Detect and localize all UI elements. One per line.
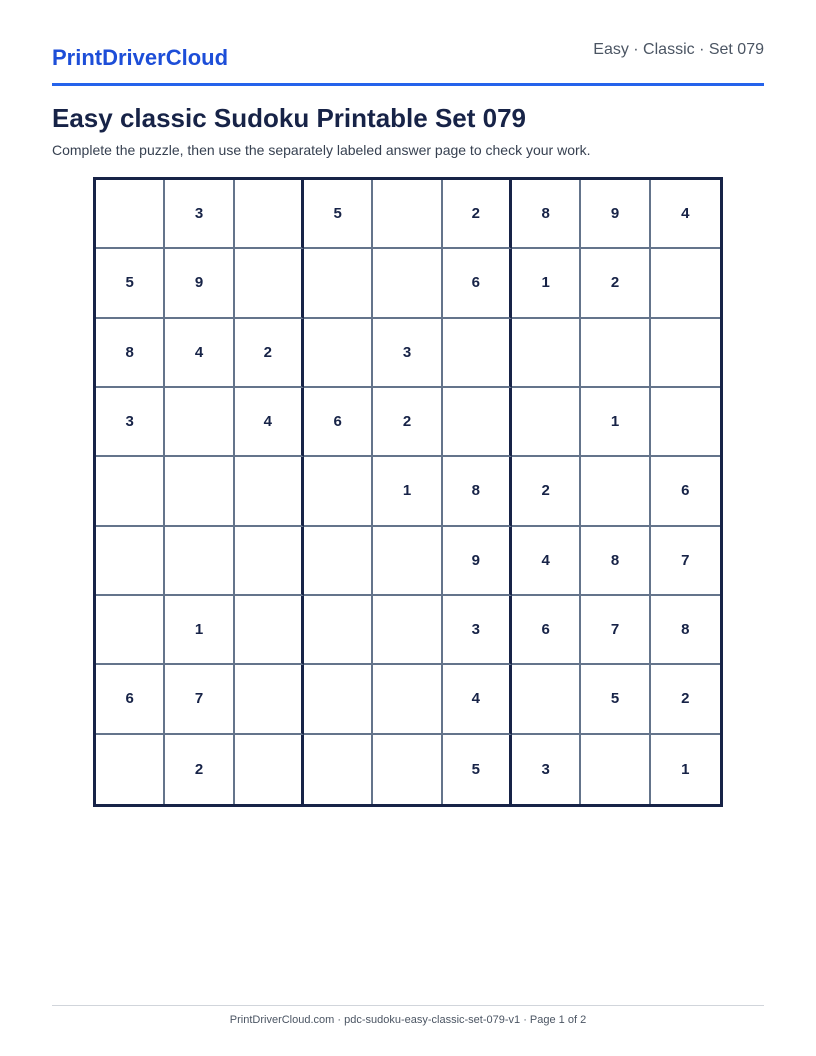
sudoku-cell-empty[interactable] <box>512 388 581 457</box>
sudoku-cell-empty[interactable] <box>304 596 373 665</box>
sudoku-cell-given: 4 <box>512 527 581 596</box>
sudoku-cell-empty[interactable] <box>235 665 304 734</box>
sudoku-cell-empty[interactable] <box>512 665 581 734</box>
sudoku-cell-given: 3 <box>96 388 165 457</box>
sudoku-cell-empty[interactable] <box>235 457 304 526</box>
sudoku-cell-given: 8 <box>651 596 720 665</box>
sudoku-cell-given: 3 <box>373 319 442 388</box>
sudoku-cell-given: 8 <box>512 180 581 249</box>
sudoku-cell-given: 6 <box>651 457 720 526</box>
sudoku-cell-empty[interactable] <box>235 596 304 665</box>
sudoku-cell-empty[interactable] <box>581 457 650 526</box>
page-title: Easy classic Sudoku Printable Set 079 <box>52 103 527 133</box>
sudoku-cell-given: 6 <box>443 249 512 318</box>
sudoku-cell-given: 3 <box>165 180 234 249</box>
sudoku-cell-empty[interactable] <box>235 527 304 596</box>
sudoku-cell-empty[interactable] <box>96 596 165 665</box>
sudoku-cell-empty[interactable] <box>373 735 442 804</box>
sudoku-cell-given: 1 <box>581 388 650 457</box>
page-footer: PrintDriverCloud.com · pdc-sudoku-easy-classic-set-079-v1 · Page 1 of 2 <box>229 1014 587 1026</box>
sudoku-cell-given: 8 <box>96 319 165 388</box>
sudoku-cell-empty[interactable] <box>304 319 373 388</box>
sudoku-cell-empty[interactable] <box>235 735 304 804</box>
sudoku-cell-given: 6 <box>304 388 373 457</box>
sudoku-cell-given: 5 <box>581 665 650 734</box>
sudoku-cell-given: 9 <box>165 249 234 318</box>
sudoku-cell-given: 5 <box>96 249 165 318</box>
puzzle-meta: Easy · Classic · Set 079 <box>593 41 764 58</box>
sudoku-cell-empty[interactable] <box>304 457 373 526</box>
sudoku-cell-empty[interactable] <box>165 527 234 596</box>
sudoku-cell-empty[interactable] <box>581 319 650 388</box>
sudoku-cell-empty[interactable] <box>651 319 720 388</box>
sudoku-cell-given: 1 <box>373 457 442 526</box>
sudoku-cell-empty[interactable] <box>373 665 442 734</box>
sudoku-cell-empty[interactable] <box>235 249 304 318</box>
sudoku-cell-empty[interactable] <box>235 180 304 249</box>
sudoku-cell-empty[interactable] <box>96 457 165 526</box>
sudoku-cell-empty[interactable] <box>651 388 720 457</box>
sudoku-cell-empty[interactable] <box>581 735 650 804</box>
sudoku-cell-given: 6 <box>96 665 165 734</box>
sudoku-cell-given: 5 <box>304 180 373 249</box>
sudoku-cell-given: 1 <box>681 760 690 778</box>
sudoku-cell-given: 7 <box>165 665 234 734</box>
sudoku-cell-given: 8 <box>581 527 650 596</box>
sudoku-cell-given: 2 <box>373 388 442 457</box>
sudoku-cell-empty[interactable] <box>443 388 512 457</box>
page-subtitle: Complete the puzzle, then use the separately labeled answer page to check your work. <box>52 142 591 158</box>
sudoku-cell-given: 7 <box>651 527 720 596</box>
sudoku-cell-empty[interactable] <box>373 527 442 596</box>
sudoku-cell-given: 1 <box>165 596 234 665</box>
sudoku-cell-given: 4 <box>235 388 304 457</box>
sudoku-cell-empty[interactable] <box>165 388 234 457</box>
sudoku-cell-given: 2 <box>443 180 512 249</box>
sudoku-cell-empty[interactable] <box>443 319 512 388</box>
sudoku-cell-empty[interactable] <box>373 180 442 249</box>
sudoku-cell-given: 5 <box>443 735 512 804</box>
sudoku-cell-given: 4 <box>443 665 512 734</box>
sudoku-cell-given: 6 <box>512 596 581 665</box>
sudoku-cell-empty[interactable] <box>651 249 720 318</box>
sudoku-cell-given: 9 <box>581 180 650 249</box>
sudoku-grid <box>93 177 723 807</box>
sudoku-cell-empty[interactable] <box>512 319 581 388</box>
sudoku-cell-given: 2 <box>581 249 650 318</box>
sudoku-cell-given: 3 <box>512 735 581 804</box>
footer-divider <box>52 1005 764 1006</box>
sudoku-cell-given: 2 <box>235 319 304 388</box>
sudoku-cell-given: 4 <box>165 319 234 388</box>
sudoku-cell-given: 2 <box>512 457 581 526</box>
sudoku-cell-empty[interactable] <box>373 249 442 318</box>
sudoku-cell-given: 4 <box>651 180 720 249</box>
sudoku-cell-empty[interactable] <box>96 527 165 596</box>
sudoku-cell-given: 2 <box>651 665 720 734</box>
sudoku-cell-given: 3 <box>443 596 512 665</box>
sudoku-cell-given: 9 <box>443 527 512 596</box>
sudoku-cell-given: 2 <box>165 735 234 804</box>
sudoku-cell-empty[interactable] <box>304 249 373 318</box>
sudoku-cell-empty[interactable] <box>304 735 373 804</box>
sudoku-cell-empty[interactable] <box>304 527 373 596</box>
sudoku-cell-given: 1 <box>512 249 581 318</box>
sudoku-cell-given: 7 <box>581 596 650 665</box>
sudoku-cell-empty[interactable] <box>373 596 442 665</box>
sudoku-cell-empty[interactable] <box>165 457 234 526</box>
sudoku-cell-empty[interactable] <box>304 665 373 734</box>
brand-logo: PrintDriverCloud <box>52 45 229 70</box>
sudoku-cell-given: 8 <box>443 457 512 526</box>
page-header <box>52 40 764 86</box>
sudoku-cell-empty[interactable] <box>96 735 165 804</box>
sudoku-cell-empty[interactable] <box>96 180 165 249</box>
